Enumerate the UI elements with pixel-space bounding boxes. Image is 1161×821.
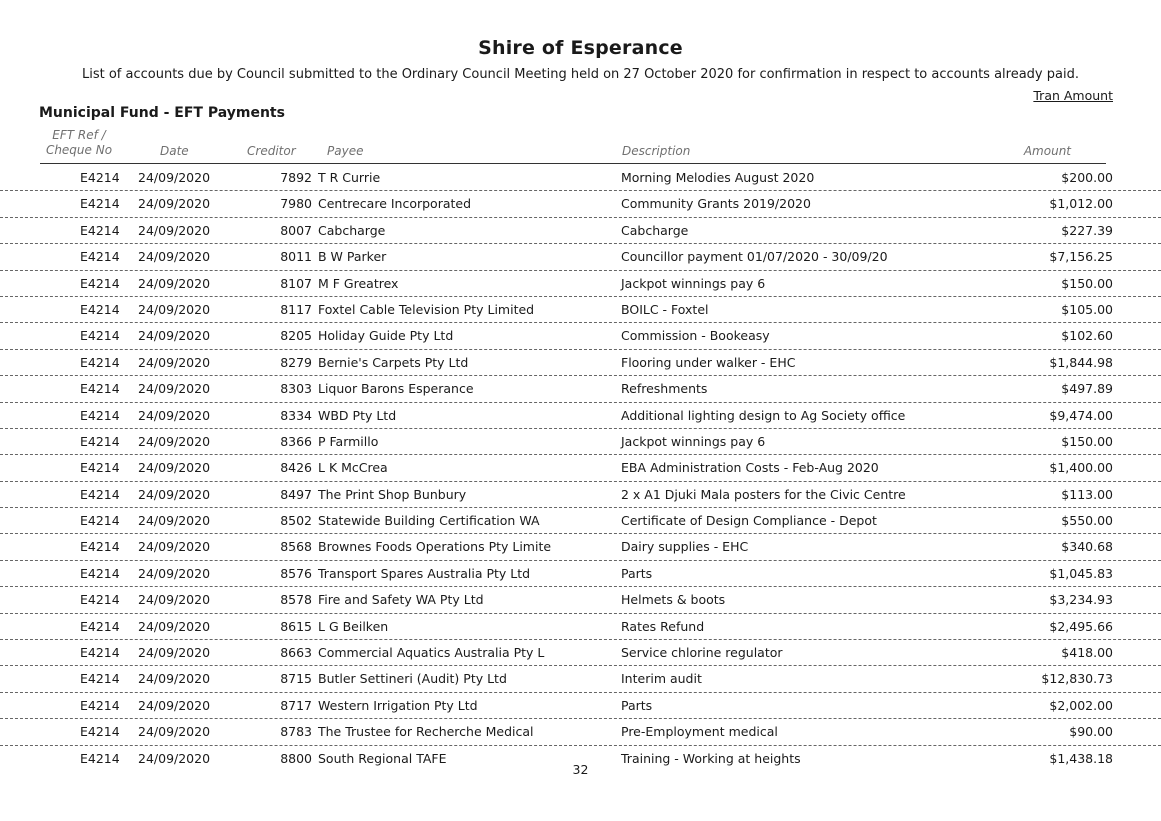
cell-payee: P Farmillo [318,433,379,449]
cell-ref: E4214 [80,486,120,502]
cell-ref: E4214 [80,222,120,238]
cell-payee: Bernie's Carpets Pty Ltd [318,354,469,370]
cell-creditor: 8279 [280,354,312,370]
column-header-date: Date [160,144,189,158]
cell-description: Flooring under walker - EHC [621,354,796,370]
column-header-ref [42,128,116,158]
cell-amount: $418.00 [1061,645,1113,661]
cell-date: 24/09/2020 [138,592,211,608]
table-row [0,587,1161,613]
cell-creditor: 8502 [280,513,312,529]
cell-payee: L G Beilken [318,618,389,634]
cell-date: 24/09/2020 [138,513,211,529]
cell-creditor: 8007 [280,222,312,238]
cell-ref: E4214 [80,750,120,766]
cell-ref: E4214 [80,433,120,449]
cell-payee: Statewide Building Certification WA [318,513,540,529]
cell-payee: B W Parker [318,249,387,265]
cell-creditor: 8426 [280,460,312,476]
cell-payee: The Trustee for Recherche Medical [318,724,534,740]
header-rule [40,163,1106,164]
table-row [0,640,1161,666]
cell-amount: $227.39 [1061,222,1113,238]
cell-description: Training - Working at heights [621,750,801,766]
cell-description: BOILC - Foxtel [621,301,709,317]
document-subtitle: List of accounts due by Council submitted to the Ordinary Council Meeting held on 27 October 2020 for confirmation in respect to accounts already paid. [82,67,1079,82]
cell-date: 24/09/2020 [138,565,211,581]
table-row [0,614,1161,640]
table-row [0,271,1161,297]
tran-amount-link[interactable]: Tran Amount [1033,88,1113,103]
cell-creditor: 7892 [280,170,312,185]
table-row [0,719,1161,745]
cell-ref: E4214 [80,328,120,344]
cell-date: 24/09/2020 [138,222,211,238]
cell-payee: Liquor Barons Esperance [318,381,474,397]
cell-amount: $12,830.73 [1041,671,1113,687]
cell-creditor: 8303 [280,381,312,397]
cell-ref: E4214 [80,381,120,397]
cell-date: 24/09/2020 [138,645,211,661]
cell-creditor: 8717 [280,697,312,713]
cell-ref: E4214 [80,513,120,529]
cell-date: 24/09/2020 [138,407,211,423]
cell-ref: E4214 [80,249,120,265]
cell-description: Jackpot winnings pay 6 [621,275,766,291]
cell-description: Pre-Employment medical [621,724,778,740]
cell-amount: $2,002.00 [1049,697,1113,713]
table-row [0,693,1161,719]
table-row [0,482,1161,508]
table-row [0,666,1161,692]
cell-creditor: 8366 [280,433,312,449]
cell-date: 24/09/2020 [138,460,211,476]
cell-date: 24/09/2020 [138,671,211,687]
cell-amount: $1,844.98 [1049,354,1113,370]
table-row [0,218,1161,244]
table-row [0,191,1161,217]
table-row [0,455,1161,481]
cell-description: Jackpot winnings pay 6 [621,433,766,449]
column-header-description: Description [622,144,691,158]
cell-payee: Cabcharge [318,222,386,238]
cell-ref: E4214 [80,539,120,555]
cell-creditor: 7980 [280,196,312,212]
cell-amount: $1,045.83 [1049,565,1113,581]
document-title: Shire of Esperance [478,37,683,59]
cell-date: 24/09/2020 [138,486,211,502]
cell-amount: $3,234.93 [1049,592,1113,608]
table-row [0,165,1161,191]
cell-creditor: 8715 [280,671,312,687]
cell-ref: E4214 [80,565,120,581]
cell-description: Certificate of Design Compliance - Depot [621,513,877,529]
cell-date: 24/09/2020 [138,381,211,397]
column-header-creditor: Creditor [247,144,296,158]
cell-description: EBA Administration Costs - Feb-Aug 2020 [621,460,879,476]
cell-amount: $2,495.66 [1049,618,1113,634]
cell-payee: Holiday Guide Pty Ltd [318,328,454,344]
cell-payee: M F Greatrex [318,275,399,291]
cell-creditor: 8334 [280,407,312,423]
cell-description: Helmets & boots [621,592,726,608]
cell-creditor: 8576 [280,565,312,581]
cell-payee: Commercial Aquatics Australia Pty L [318,645,545,661]
cell-creditor: 8663 [280,645,312,661]
cell-description: Parts [621,565,653,581]
cell-date: 24/09/2020 [138,249,211,265]
cell-payee: T R Currie [318,170,381,185]
cell-payee: Foxtel Cable Television Pty Limited [318,301,535,317]
cell-amount: $90.00 [1069,724,1113,740]
cell-payee: Butler Settineri (Audit) Pty Ltd [318,671,507,687]
cell-ref: E4214 [80,354,120,370]
cell-creditor: 8578 [280,592,312,608]
cell-payee: South Regional TAFE [318,750,447,766]
cell-creditor: 8568 [280,539,312,555]
column-header-payee: Payee [327,144,364,158]
cell-date: 24/09/2020 [138,724,211,740]
cell-payee: WBD Pty Ltd [318,407,397,423]
cell-ref: E4214 [80,275,120,291]
cell-amount: $150.00 [1061,275,1113,291]
cell-ref: E4214 [80,645,120,661]
cell-description: Rates Refund [621,618,705,634]
cell-creditor: 8783 [280,724,312,740]
cell-ref: E4214 [80,724,120,740]
cell-ref: E4214 [80,697,120,713]
table-row [0,244,1161,270]
cell-date: 24/09/2020 [138,750,211,766]
cell-ref: E4214 [80,196,120,212]
cell-ref: E4214 [80,592,120,608]
cell-description: Cabcharge [621,222,689,238]
cell-payee: Fire and Safety WA Pty Ltd [318,592,484,608]
cell-description: Morning Melodies August 2020 [621,170,815,185]
cell-creditor: 8117 [280,301,312,317]
cell-amount: $497.89 [1061,381,1113,397]
cell-amount: $105.00 [1061,301,1113,317]
payments-table [0,165,1161,771]
table-row [0,534,1161,560]
cell-description: Community Grants 2019/2020 [621,196,811,212]
cell-payee: The Print Shop Bunbury [318,486,467,502]
table-row [0,376,1161,402]
cell-ref: E4214 [80,407,120,423]
cell-date: 24/09/2020 [138,354,211,370]
cell-creditor: 8011 [280,249,312,265]
cell-amount: $550.00 [1061,513,1113,529]
cell-ref: E4214 [80,671,120,687]
table-row [0,508,1161,534]
cell-amount: $7,156.25 [1049,249,1113,265]
cell-date: 24/09/2020 [138,697,211,713]
cell-date: 24/09/2020 [138,433,211,449]
cell-amount: $150.00 [1061,433,1113,449]
cell-amount: $113.00 [1061,486,1113,502]
cell-description: 2 x A1 Djuki Mala posters for the Civic Centre [621,486,906,502]
cell-amount: $1,438.18 [1049,750,1113,766]
cell-date: 24/09/2020 [138,539,211,555]
table-row [0,403,1161,429]
cell-description: Councillor payment 01/07/2020 - 30/09/20 [621,249,888,265]
cell-creditor: 8107 [280,275,312,291]
table-row [0,561,1161,587]
table-row [0,323,1161,349]
cell-amount: $102.60 [1061,328,1113,344]
column-header-ref-line2: Cheque No [45,143,113,157]
cell-payee: Brownes Foods Operations Pty Limite [318,539,552,555]
cell-payee: Western Irrigation Pty Ltd [318,697,478,713]
cell-amount: $9,474.00 [1049,407,1113,423]
table-row [0,350,1161,376]
table-header [0,128,1161,164]
cell-payee: Transport Spares Australia Pty Ltd [318,565,531,581]
cell-description: Parts [621,697,653,713]
section-title: Municipal Fund - EFT Payments [39,105,285,121]
table-row [0,297,1161,323]
cell-description: Service chlorine regulator [621,645,783,661]
cell-payee: L K McCrea [318,460,388,476]
cell-date: 24/09/2020 [138,170,211,185]
cell-description: Interim audit [621,671,702,687]
cell-amount: $1,400.00 [1049,460,1113,476]
cell-ref: E4214 [80,618,120,634]
cell-creditor: 8615 [280,618,312,634]
cell-creditor: 8205 [280,328,312,344]
page-number: 32 [572,762,589,777]
cell-description: Commission - Bookeasy [621,328,770,344]
table-row [0,429,1161,455]
cell-date: 24/09/2020 [138,328,211,344]
cell-description: Dairy supplies - EHC [621,539,749,555]
cell-amount: $340.68 [1061,539,1113,555]
cell-description: Additional lighting design to Ag Society office [621,407,906,423]
cell-creditor: 8800 [280,750,312,766]
cell-date: 24/09/2020 [138,301,211,317]
column-header-ref-line1: EFT Ref / [52,128,106,142]
cell-ref: E4214 [80,301,120,317]
column-header-amount: Amount [1023,144,1071,158]
cell-date: 24/09/2020 [138,196,211,212]
cell-creditor: 8497 [280,486,312,502]
cell-date: 24/09/2020 [138,275,211,291]
cell-amount: $1,012.00 [1049,196,1113,212]
cell-ref: E4214 [80,460,120,476]
cell-amount: $200.00 [1061,170,1113,185]
cell-description: Refreshments [621,381,708,397]
cell-ref: E4214 [80,170,120,185]
cell-date: 24/09/2020 [138,618,211,634]
cell-payee: Centrecare Incorporated [318,196,472,212]
